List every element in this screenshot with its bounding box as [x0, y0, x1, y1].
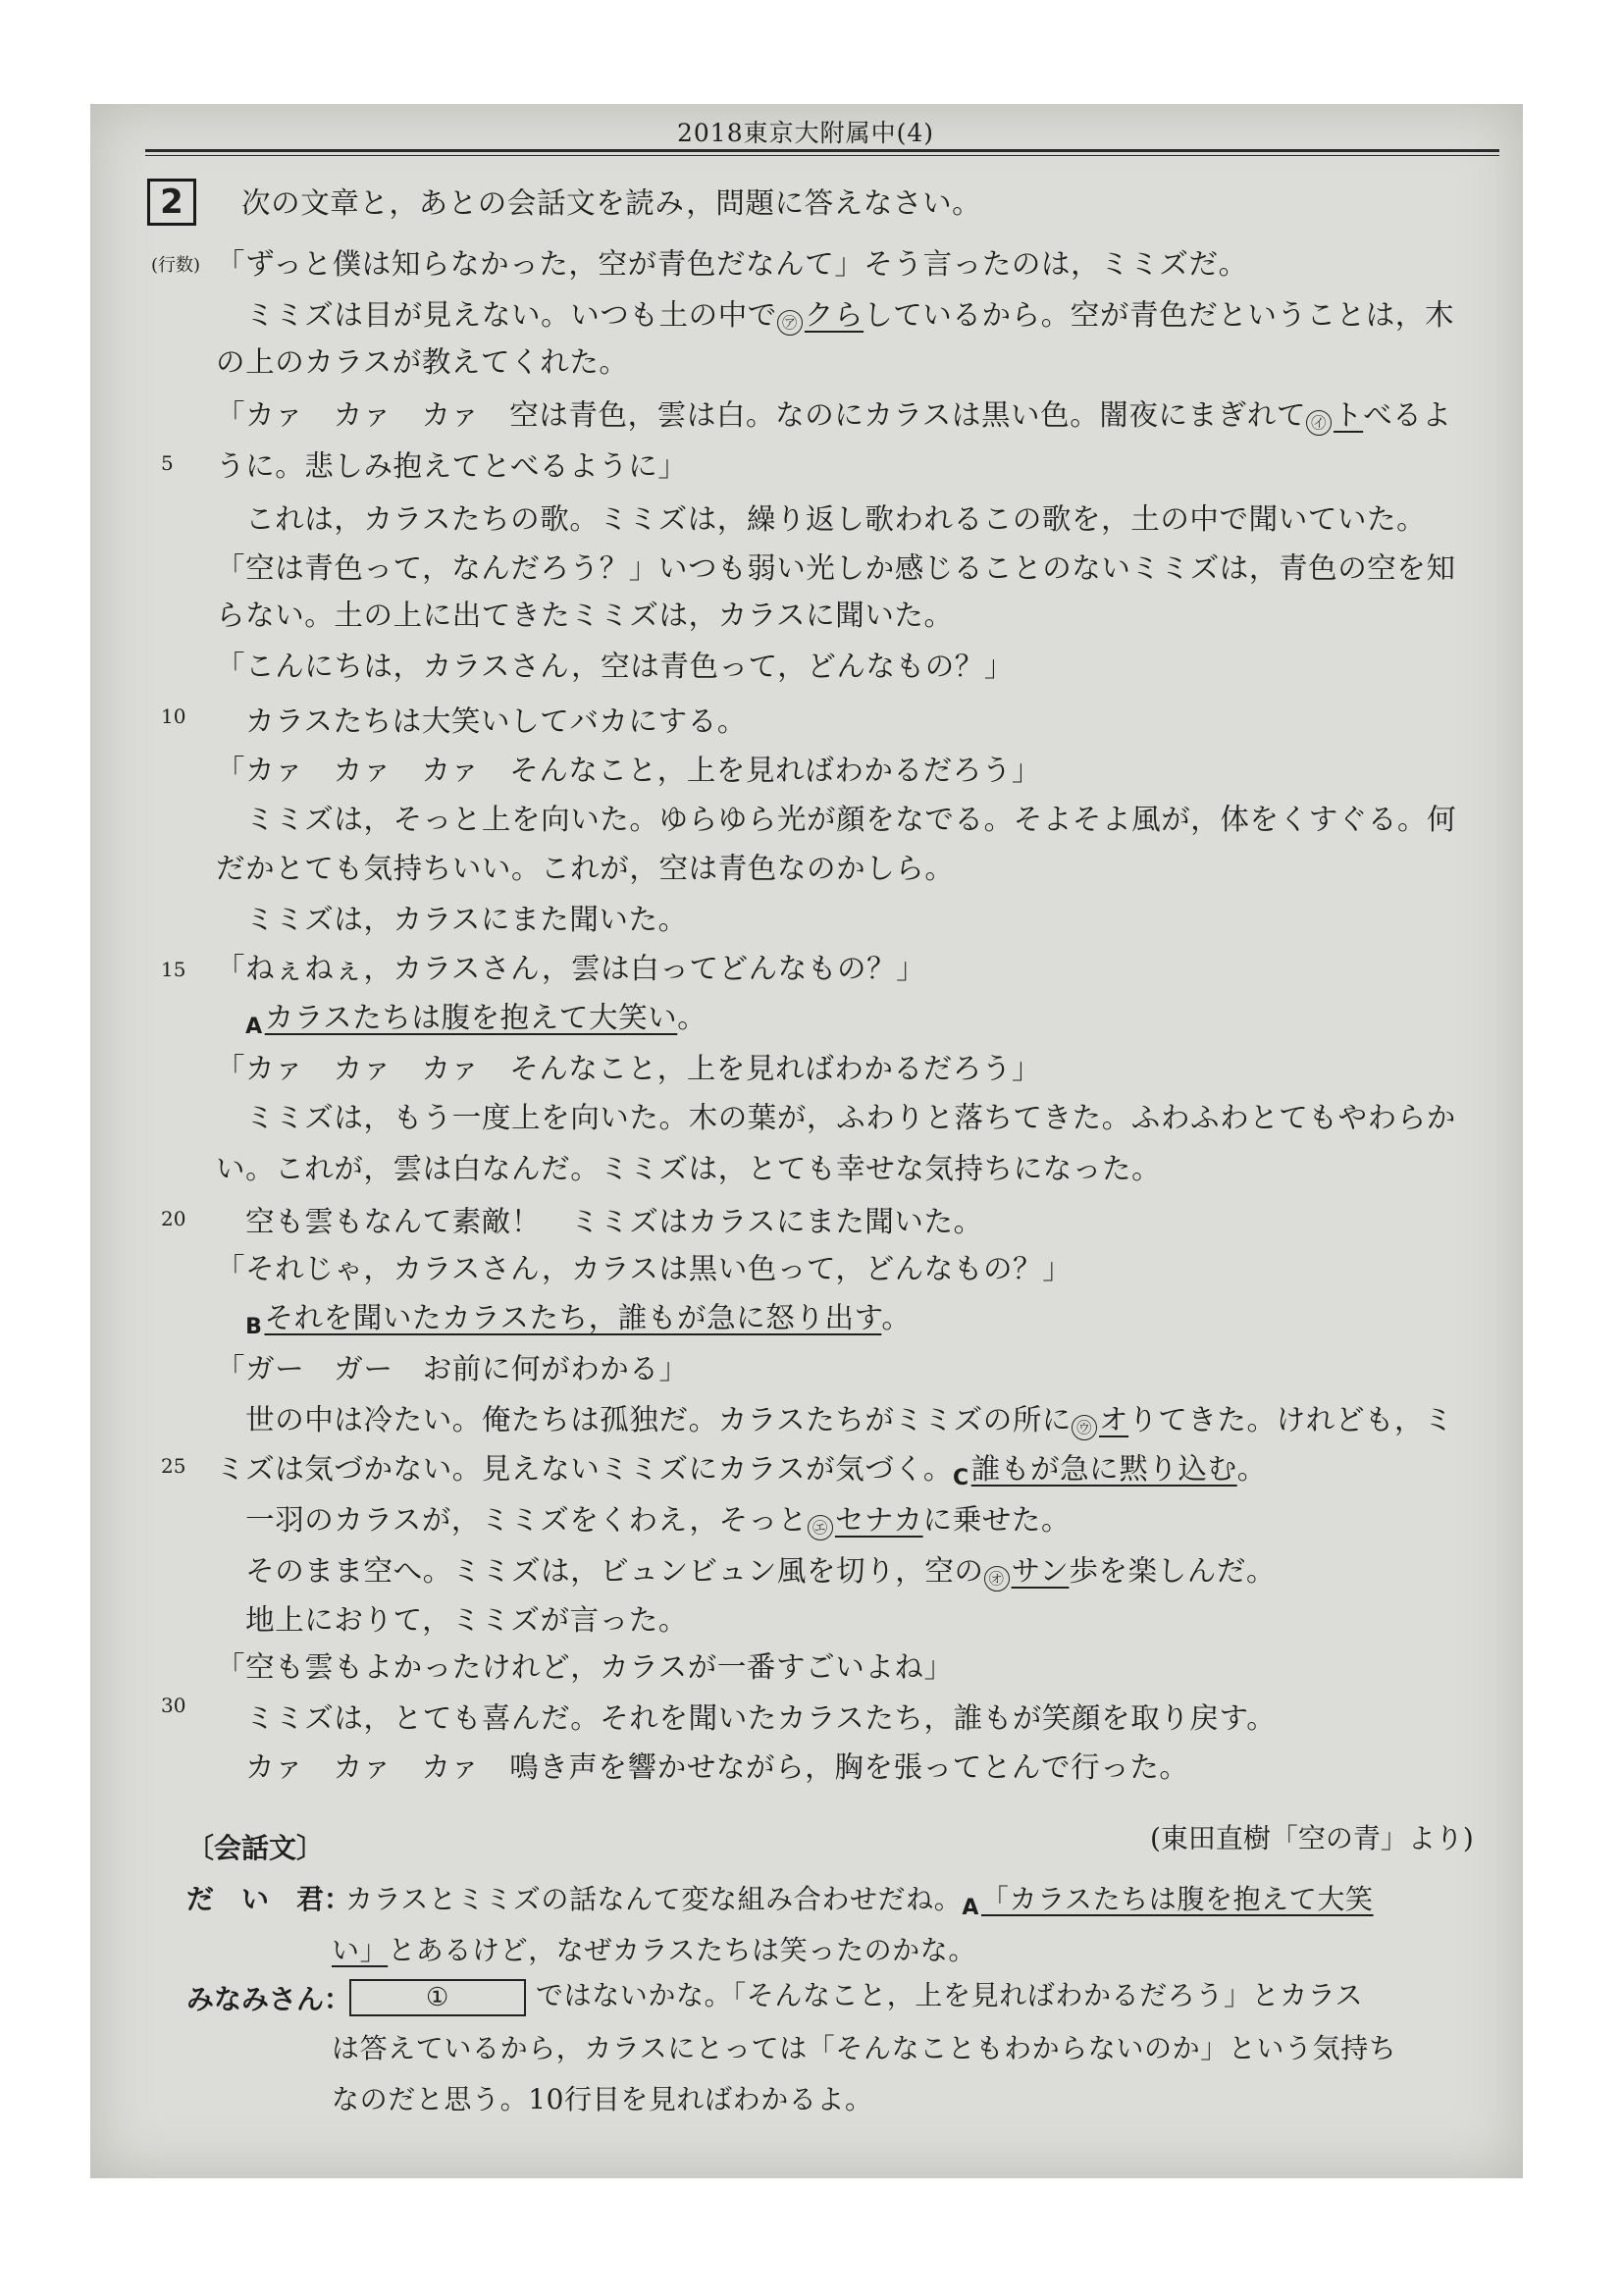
passage-line: そのまま空へ。ミミズは，ビュンビュン風を切り，空の ㋔ サン歩を楽しんだ。: [216, 1548, 1276, 1590]
marker-o-kana: ㋔: [984, 1566, 1010, 1592]
dai-line: い」とあるけど，なぜカラスたちは笑ったのかな。: [332, 1934, 976, 1966]
underlined-katakana: クら: [804, 298, 864, 332]
passage-line: らない。土の上に出てきたミミズは，カラスに聞いた。: [216, 599, 954, 632]
passage-line: うに。悲しみ抱えてとべるように」: [216, 449, 688, 483]
marker-A: A: [245, 1015, 263, 1039]
passage-line: 一羽のカラスが，ミミズをくわえ，そっと ㋓ セナカに乗せた。: [216, 1497, 1071, 1539]
passage-line: これは，カラスたちの歌。ミミズは，繰り返し歌われるこの歌を，土の中で聞いていた。: [216, 502, 1427, 536]
passage-line: 「カァ カァ カァ 空は青色，雲は白。なのにカラスは黒い色。闇夜にまぎれて ㋑ トべるよ: [216, 392, 1451, 434]
passage-line: 「こんにちは，カラスさん，空は青色って，どんなもの？」: [216, 650, 1014, 683]
line-number: 20: [161, 1207, 186, 1230]
passage-line: 空も雲もなんて素敵！ ミミズはカラスにまた聞いた。: [216, 1205, 983, 1238]
underlined-katakana: セナカ: [834, 1503, 923, 1537]
header-rule: [145, 149, 1499, 152]
conversation-title: 〔会話文〕: [186, 1832, 325, 1864]
marker-C: C: [953, 1466, 969, 1490]
underlined-phrase-C: 誰もが急に黙り込む: [970, 1452, 1237, 1486]
source-citation: (東田直樹「空の青」より): [1150, 1822, 1474, 1854]
speaker-minami: みなみさん：: [186, 1983, 352, 2015]
underlined-phrase-B: それを聞いたカラスたち，誰もが急に怒り出す: [264, 1301, 882, 1334]
marker-A: A: [962, 1896, 980, 1920]
question-number: 2: [147, 179, 196, 226]
underlined-katakana: サン: [1011, 1554, 1070, 1588]
passage-line: 世の中は冷たい。俺たちは孤独だ。カラスたちがミミズの所に ㋒ オりてきた。けれども，ミ: [216, 1397, 1453, 1438]
passage-line: だかとても気持ちいい。これが，空は青色なのかしら。: [216, 852, 955, 885]
passage-line: 「それじゃ，カラスさん，カラスは黒い色って，どんなもの？」: [216, 1252, 1073, 1285]
speaker-dai: だ い 君：: [186, 1883, 352, 1915]
line-number: 30: [161, 1694, 186, 1717]
line-number: 5: [161, 451, 174, 475]
passage-line: カァ カァ カァ 鳴き声を響かせながら，胸を張ってとんで行った。: [216, 1750, 1189, 1784]
passage-line: 「空は青色って，なんだろう？」いつも弱い光しか感じることのないミミズは，青色の空を知: [216, 551, 1456, 585]
minami-line: なのだと思う。10行目を見ればわかるよ。: [332, 2083, 873, 2115]
passage-line: の上のカラスが教えてくれた。: [216, 345, 629, 379]
passage-line: 「ずっと僕は知らなかった，空が青色だなんて」そう言ったのは，ミミズだ。: [216, 247, 1248, 281]
line-number: 25: [161, 1454, 186, 1478]
minami-line: は答えているから，カラスにとっては「そんなこともわからないのか」という気持ち: [332, 2032, 1397, 2064]
underlined-katakana: ト: [1334, 398, 1364, 432]
marker-u-kana: ㋒: [1072, 1415, 1097, 1440]
passage-line: ミミズは，とても喜んだ。それを聞いたカラスたち，誰もが笑顔を取り戻す。: [216, 1701, 1277, 1735]
passage-line: 「ねぇねぇ，カラスさん，雲は白ってどんなもの？」: [216, 952, 926, 985]
passage-line: ミミズは目が見えない。いつも土の中で ㋐ クらしているから。空が青色だということは，木: [216, 292, 1454, 334]
underlined-phrase-A: カラスたちは腹を抱えて大笑い: [264, 1001, 678, 1034]
line-number: 10: [161, 704, 186, 728]
marker-B: B: [245, 1315, 263, 1339]
passage-line: 地上におりて，ミミズが言った。: [216, 1603, 689, 1637]
underlined-katakana: オ: [1099, 1403, 1129, 1436]
marker-e-kana: ㋓: [808, 1515, 833, 1540]
header-rule-thin: [145, 155, 1499, 156]
passage-line: 「ガー ガー お前に何がわかる」: [216, 1352, 689, 1385]
question-instruction: 次の文章と，あとの会話文を読み，問題に答えなさい。: [241, 186, 982, 220]
line-number: 15: [161, 958, 186, 981]
answer-blank-1[interactable]: ①: [349, 1979, 526, 2016]
marker-i-kana: ㋑: [1306, 410, 1332, 436]
passage-line: 「カァ カァ カァ そんなこと，上を見ればわかるだろう」: [216, 1052, 1042, 1085]
passage-line: い。これが，雲は白なんだ。ミミズは，とても幸せな気持ちになった。: [216, 1152, 1162, 1185]
passage-line: 「空も雲もよかったけれど，カラスが一番すごいよね」: [216, 1650, 954, 1684]
minami-line: ① ではないかな。「そんなこと，上を見ればわかるだろう」とカラス: [345, 1974, 1363, 2016]
quoted-phrase-A: 「カラスたちは腹を抱えて大笑: [981, 1883, 1374, 1915]
passage-line: カラスたちは大笑いしてバカにする。: [216, 704, 747, 738]
passage-line: 「カァ カァ カァ そんなこと，上を見ればわかるだろう」: [216, 754, 1042, 787]
passage-line: ミミズは，そっと上を向いた。ゆらゆら光が顔をなでる。そよそよ風が，体をくすぐる。何: [216, 803, 1457, 836]
dai-line: カラスとミミズの話なんて変な組み合わせだね。$_A$「カラスたちは腹を抱えて大笑: [345, 1883, 1374, 1920]
passage-line: ミミズは，カラスにまた聞いた。: [216, 903, 688, 936]
passage-line: $_A$カラスたちは腹を抱えて大笑い。: [245, 1001, 707, 1039]
page-header: 2018東京大附属中(4): [677, 119, 935, 147]
passage-line: ミミズは，もう一度上を向いた。木の葉が，ふわりと落ちてきた。ふわふわとてもやわらか: [216, 1101, 1456, 1134]
passage-line: $_B$それを聞いたカラスたち，誰もが急に怒り出す。: [245, 1301, 912, 1339]
marker-a-kana: ㋐: [777, 310, 803, 336]
line-count-label: (行数): [151, 255, 201, 276]
passage-line: ミズは気づかない。見えないミミズにカラスが気づく。$_C$誰もが急に黙り込む。: [216, 1452, 1267, 1490]
